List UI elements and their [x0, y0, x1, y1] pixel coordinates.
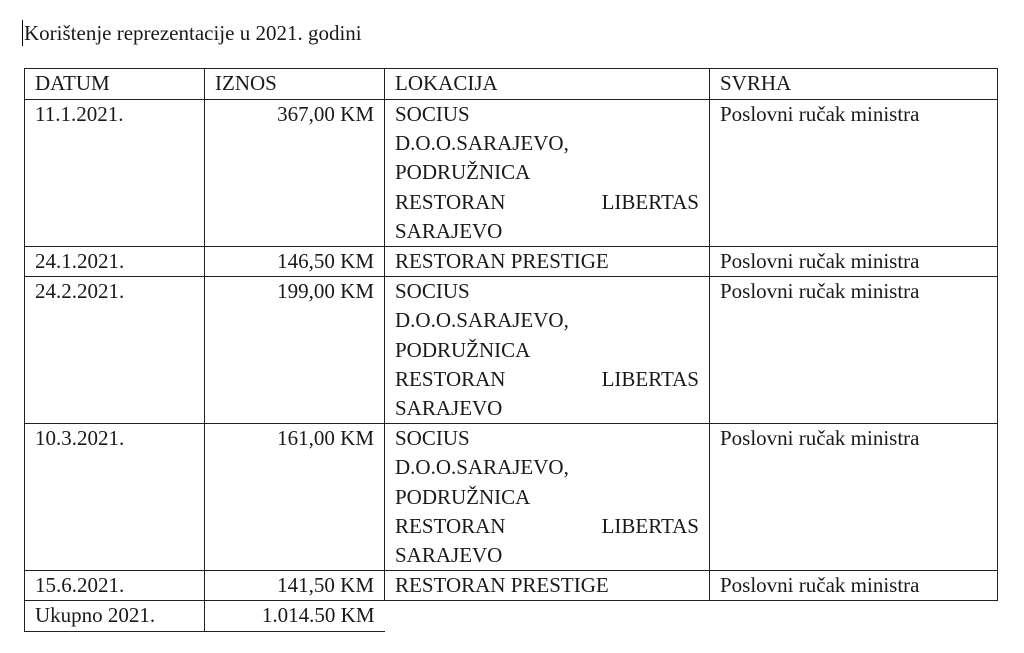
cell-date: 24.1.2021.	[25, 247, 205, 277]
location-line: D.O.O.SARAJEVO,	[395, 131, 569, 156]
total-label: Ukupno 2021.	[25, 601, 205, 631]
cell-amount: 367,00 KM	[205, 100, 385, 247]
header-iznos: IZNOS	[205, 69, 385, 100]
location-line: PODRUŽNICA	[395, 337, 531, 362]
total-row	[25, 601, 998, 631]
location-word: LIBERTAS	[601, 189, 699, 214]
table-header-row	[25, 69, 998, 100]
location-line: PODRUŽNICA	[395, 160, 531, 185]
location-line: PODRUŽNICA	[395, 484, 531, 509]
table-row	[25, 277, 998, 424]
total-empty-cell	[385, 601, 998, 631]
location-line: RESTORAN PRESTIGE	[395, 573, 609, 598]
cell-location	[385, 100, 710, 247]
cell-amount: 141,50 KM	[205, 571, 385, 601]
cell-amount: 146,50 KM	[205, 247, 385, 277]
header-datum: DATUM	[25, 69, 205, 100]
location-line	[395, 512, 699, 541]
cell-location	[385, 424, 710, 571]
table-row	[25, 100, 998, 247]
location-line: D.O.O.SARAJEVO,	[395, 308, 569, 333]
table-body	[25, 100, 998, 632]
cell-date: 15.6.2021.	[25, 571, 205, 601]
location-line	[395, 188, 699, 217]
location-line: SARAJEVO	[395, 543, 503, 568]
representation-table	[24, 68, 998, 632]
cell-date: 10.3.2021.	[25, 424, 205, 571]
cell-location	[385, 277, 710, 424]
location-line: SOCIUS	[395, 426, 470, 451]
cell-purpose: Poslovni ručak ministra	[710, 571, 998, 601]
location-line: SOCIUS	[395, 279, 470, 304]
cell-date: 11.1.2021.	[25, 100, 205, 247]
text-cursor	[22, 20, 23, 46]
cell-amount: 161,00 KM	[205, 424, 385, 571]
location-line: SOCIUS	[395, 102, 470, 126]
location-word: LIBERTAS	[601, 366, 699, 391]
location-line: SARAJEVO	[395, 396, 503, 421]
cell-location	[385, 247, 710, 277]
table-row	[25, 571, 998, 601]
location-line	[395, 365, 699, 394]
cell-amount: 199,00 KM	[205, 277, 385, 424]
location-word: RESTORAN	[395, 189, 506, 214]
header-lokacija: LOKACIJA	[385, 69, 710, 100]
total-amount: 1.014.50 KM	[205, 601, 385, 631]
location-word: RESTORAN	[395, 366, 506, 391]
cell-purpose: Poslovni ručak ministra	[710, 277, 998, 424]
document-title: Korištenje reprezentacije u 2021. godini	[24, 21, 362, 45]
header-svrha: SVRHA	[710, 69, 998, 100]
location-word: LIBERTAS	[601, 513, 699, 538]
cell-location	[385, 571, 710, 601]
location-word: RESTORAN	[395, 513, 506, 538]
location-line: SARAJEVO	[395, 218, 503, 243]
cell-purpose: Poslovni ručak ministra	[710, 247, 998, 277]
location-line: RESTORAN PRESTIGE	[395, 249, 609, 274]
cell-purpose: Poslovni ručak ministra	[710, 100, 998, 247]
cell-purpose: Poslovni ručak ministra	[710, 424, 998, 571]
cell-date: 24.2.2021.	[25, 277, 205, 424]
table-row	[25, 247, 998, 277]
table-row	[25, 424, 998, 571]
location-line: D.O.O.SARAJEVO,	[395, 455, 569, 480]
